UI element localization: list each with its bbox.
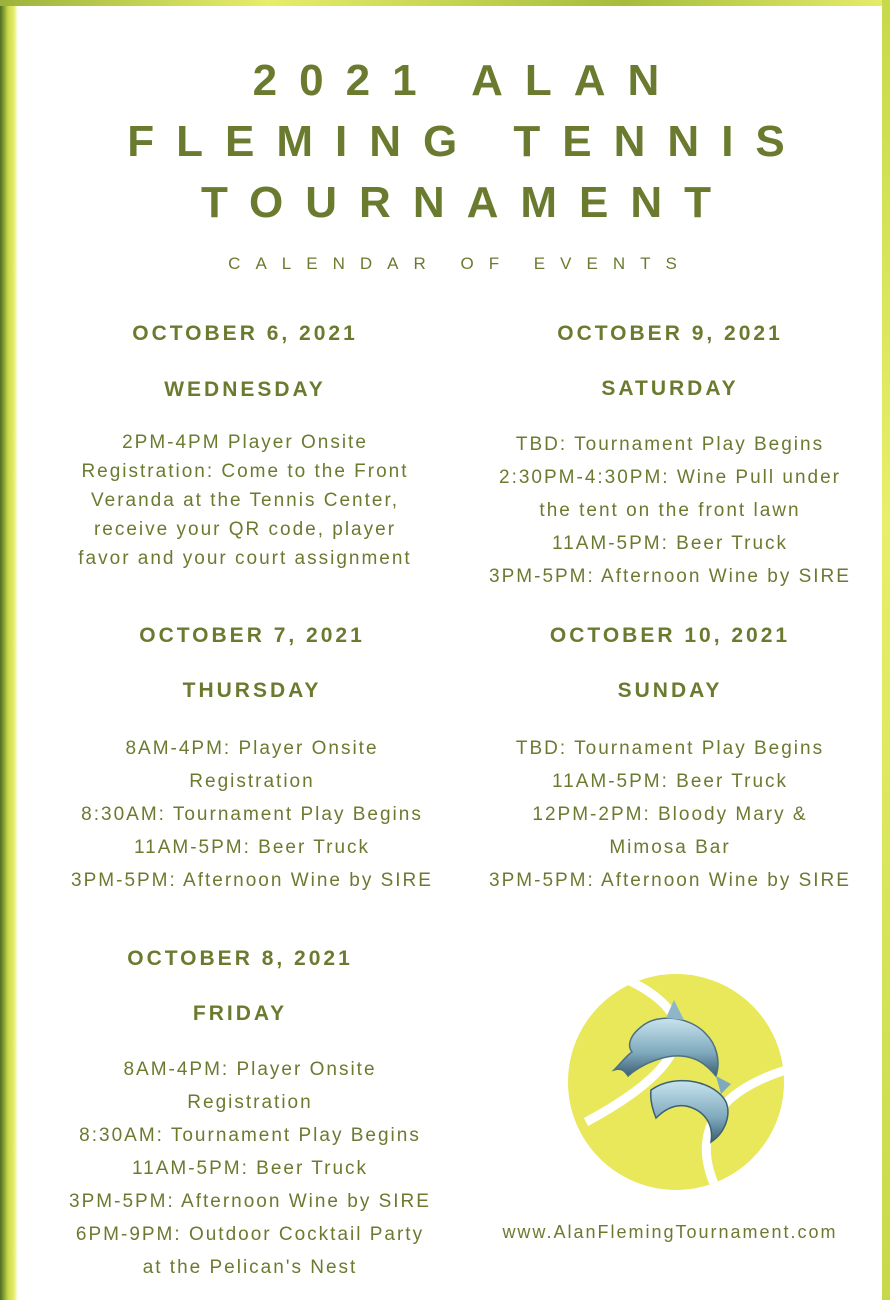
tennis-ball-dolphin-icon — [566, 972, 786, 1197]
event-line: 3PM-5PM: Afternoon Wine by SIRE — [489, 566, 851, 587]
day-date-oct9: OCTOBER 9, 2021 — [557, 322, 783, 345]
day-events-oct8 — [40, 1053, 460, 1284]
event-line: 11AM-5PM: Beer Truck — [551, 533, 789, 554]
event-line: 6PM-9PM: Outdoor Cocktail Party — [75, 1224, 425, 1245]
event-line: 3PM-5PM: Afternoon Wine by SIRE — [489, 870, 851, 891]
day-events-oct7 — [42, 732, 462, 897]
event-line: TBD: Tournament Play Begins — [515, 434, 825, 455]
day-events-oct9 — [460, 428, 880, 593]
day-date-oct10: OCTOBER 10, 2021 — [549, 624, 791, 647]
title-line-1: 2021 ALAN — [252, 56, 682, 105]
event-line: 8:30AM: Tournament Play Begins — [79, 1125, 421, 1146]
day-date-oct7: OCTOBER 7, 2021 — [139, 624, 365, 647]
day-weekday-oct10: SUNDAY — [617, 679, 723, 702]
day-date-oct6: OCTOBER 6, 2021 — [132, 322, 358, 345]
event-line: receive your QR code, player — [93, 519, 397, 540]
title-line-2: FLEMING TENNIS — [127, 117, 807, 166]
day-events-oct10 — [460, 732, 880, 897]
day-date-oct8: OCTOBER 8, 2021 — [127, 947, 353, 970]
event-line: Registration — [187, 1092, 313, 1113]
day-weekday-oct9: SATURDAY — [601, 377, 739, 400]
day-weekday-oct7: THURSDAY — [182, 679, 322, 702]
event-line: TBD: Tournament Play Begins — [515, 738, 825, 759]
event-line: Mimosa Bar — [609, 837, 731, 858]
day-events-oct6 — [35, 428, 455, 573]
event-line: favor and your court assignment — [78, 548, 412, 569]
title-line-3: TOURNAMENT — [200, 178, 734, 227]
event-line: 2:30PM-4:30PM: Wine Pull under — [499, 467, 841, 488]
event-line: 8:30AM: Tournament Play Begins — [81, 804, 423, 825]
event-line: Registration: Come to the Front — [81, 461, 409, 482]
event-line: 8AM-4PM: Player Onsite — [125, 738, 379, 759]
event-line: Veranda at the Tennis Center, — [91, 490, 399, 511]
page-subtitle: CALENDAR OF EVENTS — [228, 254, 692, 273]
event-line: 11AM-5PM: Beer Truck — [133, 837, 371, 858]
day-weekday-oct6: WEDNESDAY — [164, 378, 326, 401]
website-link[interactable]: www.AlanFlemingTournament.com — [502, 1222, 838, 1242]
event-line: the tent on the front lawn — [539, 500, 801, 521]
event-line: 3PM-5PM: Afternoon Wine by SIRE — [69, 1191, 431, 1212]
event-line: 8AM-4PM: Player Onsite — [123, 1059, 377, 1080]
event-line: Registration — [189, 771, 315, 792]
event-line: 3PM-5PM: Afternoon Wine by SIRE — [71, 870, 433, 891]
event-line: 12PM-2PM: Bloody Mary & — [532, 804, 808, 825]
event-line: at the Pelican's Nest — [142, 1257, 358, 1278]
event-line: 11AM-5PM: Beer Truck — [131, 1158, 369, 1179]
day-weekday-oct8: FRIDAY — [192, 1002, 288, 1025]
page-title — [22, 50, 890, 233]
event-line: 11AM-5PM: Beer Truck — [551, 771, 789, 792]
event-line: 2PM-4PM Player Onsite — [122, 432, 368, 453]
